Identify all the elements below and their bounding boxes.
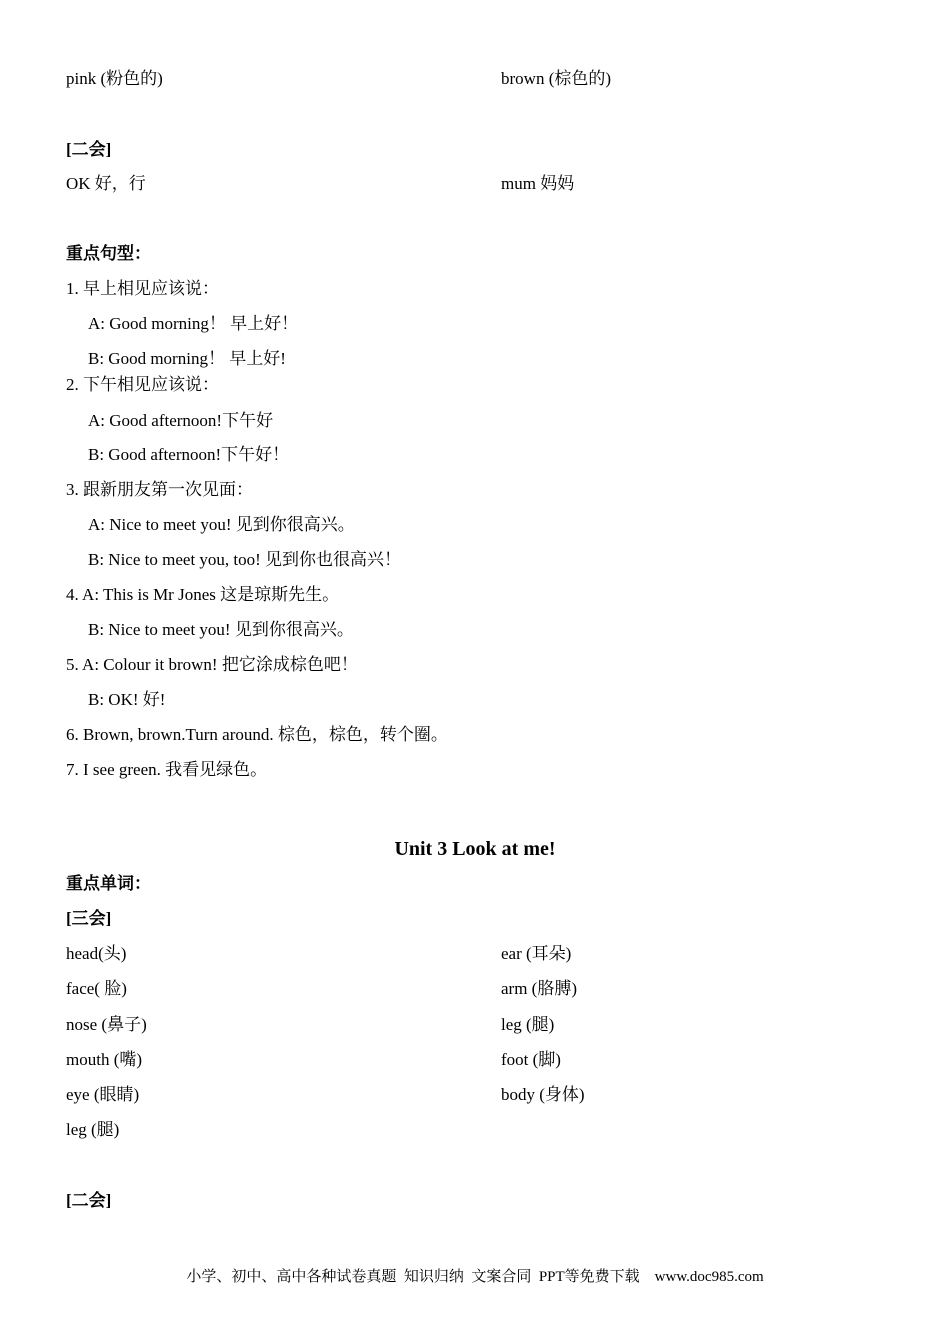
vocab-brown: brown (棕色的) (501, 69, 612, 88)
vocab-arm: arm (胳膊) (501, 979, 578, 998)
sentence-item: 1. 早上相见应该说： (66, 279, 219, 298)
vocab-ear: ear (耳朵) (501, 944, 572, 963)
sentence-item: 6. Brown, brown.Turn around. 棕色，棕色，转个圈。 (66, 725, 448, 744)
vocab-eye: eye (眼睛) (66, 1085, 140, 1104)
sanhui-heading: [三会] (66, 909, 112, 928)
sentence-item: B: Good morning！ 早上好! (88, 349, 286, 368)
page-footer: 小学、初中、高中各种试卷真题 知识归纳 文案合同 PPT等免费下载 www.doc985.com (186, 1269, 764, 1285)
sentence-item: 3. 跟新朋友第一次见面： (66, 480, 253, 499)
vocab-mouth: mouth (嘴) (66, 1050, 143, 1069)
vocab-body: body (身体) (501, 1085, 585, 1104)
vocab-head: head(头) (66, 944, 127, 963)
sentence-item: 7. I see green. 我看见绿色。 (66, 760, 268, 779)
sentence-item: B: Nice to meet you! 见到你很高兴。 (88, 620, 354, 639)
vocab-leg-2: leg (腿) (66, 1120, 120, 1139)
vocab-mum: mum 妈妈 (501, 174, 575, 193)
sentence-item: A: Nice to meet you! 见到你很高兴。 (88, 515, 355, 534)
sentence-item: B: Good afternoon!下午好！ (88, 445, 290, 464)
vocab-ok: OK 好，行 (66, 174, 146, 193)
sentence-item: A: Good afternoon!下午好 (88, 411, 274, 430)
sentences-heading: 重点句型： (66, 244, 151, 263)
sentence-item: B: OK! 好! (88, 690, 166, 709)
unit3-words-heading: 重点单词： (66, 874, 151, 893)
vocab-face: face( 脸) (66, 979, 127, 998)
vocab-nose: nose (鼻子) (66, 1015, 147, 1034)
unit3-title: Unit 3 Look at me! (394, 838, 556, 860)
sentence-item: 2. 下午相见应该说： (66, 375, 219, 394)
vocab-foot: foot (脚) (501, 1050, 561, 1069)
sentence-item: 5. A: Colour it brown! 把它涂成棕色吧！ (66, 655, 358, 674)
erhui-heading: [二会] (66, 140, 112, 159)
vocab-leg: leg (腿) (501, 1015, 555, 1034)
sentence-item: B: Nice to meet you, too! 见到你也很高兴！ (88, 550, 402, 569)
vocab-pink: pink (粉色的) (66, 69, 163, 88)
sentence-item: 4. A: This is Mr Jones 这是琼斯先生。 (66, 585, 340, 604)
unit3-erhui-heading: [二会] (66, 1191, 112, 1210)
sentence-item: A: Good morning！ 早上好！ (88, 314, 299, 333)
